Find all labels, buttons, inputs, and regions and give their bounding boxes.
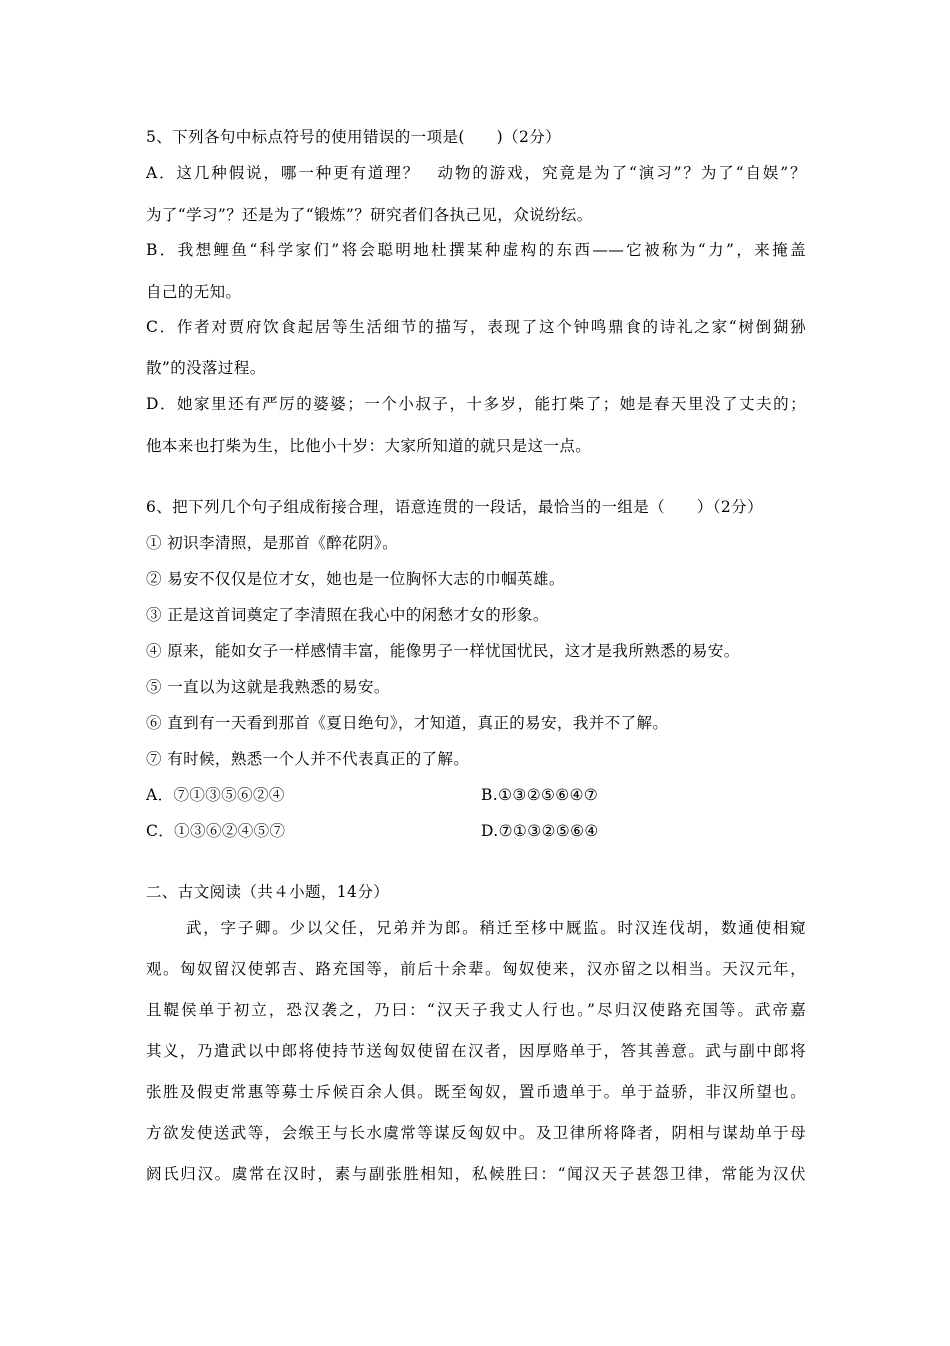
passage-line-2: 观。匈奴留汉使郭吉、路充国等，前后十余辈。匈奴使来，汉亦留之以相当。天汉元年，	[146, 960, 806, 978]
passage-line-6: 方欲发使送武等，会缑王与长水虞常等谋反匈奴中。及卫律所将降者，阴相与谋劫单于母	[146, 1124, 806, 1142]
q5-option-c-line1: C．作者对贾府饮食起居等生活细节的描写，表现了这个钟鸣鼎食的诗礼之家“树倒猢狲	[146, 318, 806, 336]
q6-sentence-5: ⑤ 一直以为这就是我熟悉的易安。	[146, 678, 390, 696]
q5-option-d-line1: D．她家里还有严厉的婆婆；一个小叔子，十多岁，能打柴了；她是春天里没了丈夫的；	[146, 395, 806, 413]
passage-line-5: 张胜及假吏常惠等募士斥候百余人俱。既至匈奴，置币遗单于。单于益骄，非汉所望也。	[146, 1083, 806, 1101]
passage-line-7: 阏氏归汉。虞常在汉时，素与副张胜相知，私候胜曰：“闻汉天子甚怨卫律，常能为汉伏	[146, 1165, 806, 1183]
q6-sentence-1: ① 初识李清照，是那首《醉花阴》。	[146, 534, 398, 552]
q5-option-d-line2: 他本来也打柴为生，比他小十岁：大家所知道的就只是这一点。	[146, 437, 592, 455]
section-heading: 二、古文阅读（共４小题，14分）	[146, 883, 390, 901]
passage-line-4: 其义，乃遣武以中郎将使持节送匈奴使留在汉者，因厚赂单于，答其善意。武与副中郎将	[146, 1042, 806, 1060]
q6-stem: 6、把下列几个句子组成衔接合理，语意连贯的一段话，最恰当的一组是（ ）（2分）	[146, 498, 763, 516]
q6-option-d: D.⑦①③②⑤⑥④	[481, 822, 599, 840]
q6-sentence-4: ④ 原来，能如女子一样感情丰富，能像男子一样忧国忧民，这才是我所熟悉的易安。	[146, 642, 740, 660]
q6-option-b: B.①③②⑤⑥④⑦	[481, 786, 599, 804]
q6-sentence-7: ⑦ 有时候，熟悉一个人并不代表真正的了解。	[146, 750, 470, 768]
q5-option-a-line2: 为了“学习”？还是为了“锻炼”？研究者们各执己见，众说纷纭。	[146, 206, 593, 224]
q5-stem: 5、下列各句中标点符号的使用错误的一项是( )（2分）	[146, 128, 562, 146]
passage-line-3: 且鞮侯单于初立，恐汉袭之，乃曰：“汉天子我丈人行也。”尽归汉使路充国等。武帝嘉	[146, 1001, 806, 1019]
q5-option-b-line2: 自己的无知。	[146, 283, 242, 301]
q6-option-c: C．①③⑥②④⑤⑦	[146, 822, 286, 840]
q6-sentence-2: ② 易安不仅仅是位才女，她也是一位胸怀大志的巾帼英雄。	[146, 570, 565, 588]
q5-option-b-line1: B．我想鲤鱼“科学家们”将会聪明地杜撰某种虚构的东西——它被称为“力”，来掩盖	[146, 241, 806, 259]
q6-option-a: A．⑦①③⑤⑥②④	[146, 786, 285, 804]
q5-option-c-line2: 散”的没落过程。	[146, 359, 266, 377]
q6-sentence-6: ⑥ 直到有一天看到那首《夏日绝句》，才知道，真正的易安，我并不了解。	[146, 714, 669, 732]
q5-option-a-line1: A．这几种假说，哪一种更有道理？ 动物的游戏，究竟是为了“演习”？为了“自娱”？	[146, 164, 806, 182]
q6-sentence-3: ③ 正是这首词奠定了李清照在我心中的闲愁才女的形象。	[146, 606, 549, 624]
passage-line-1: 武，字子卿。少以父任，兄弟并为郎。稍迁至栘中厩监。时汉连伐胡，数通使相窥	[186, 919, 806, 937]
